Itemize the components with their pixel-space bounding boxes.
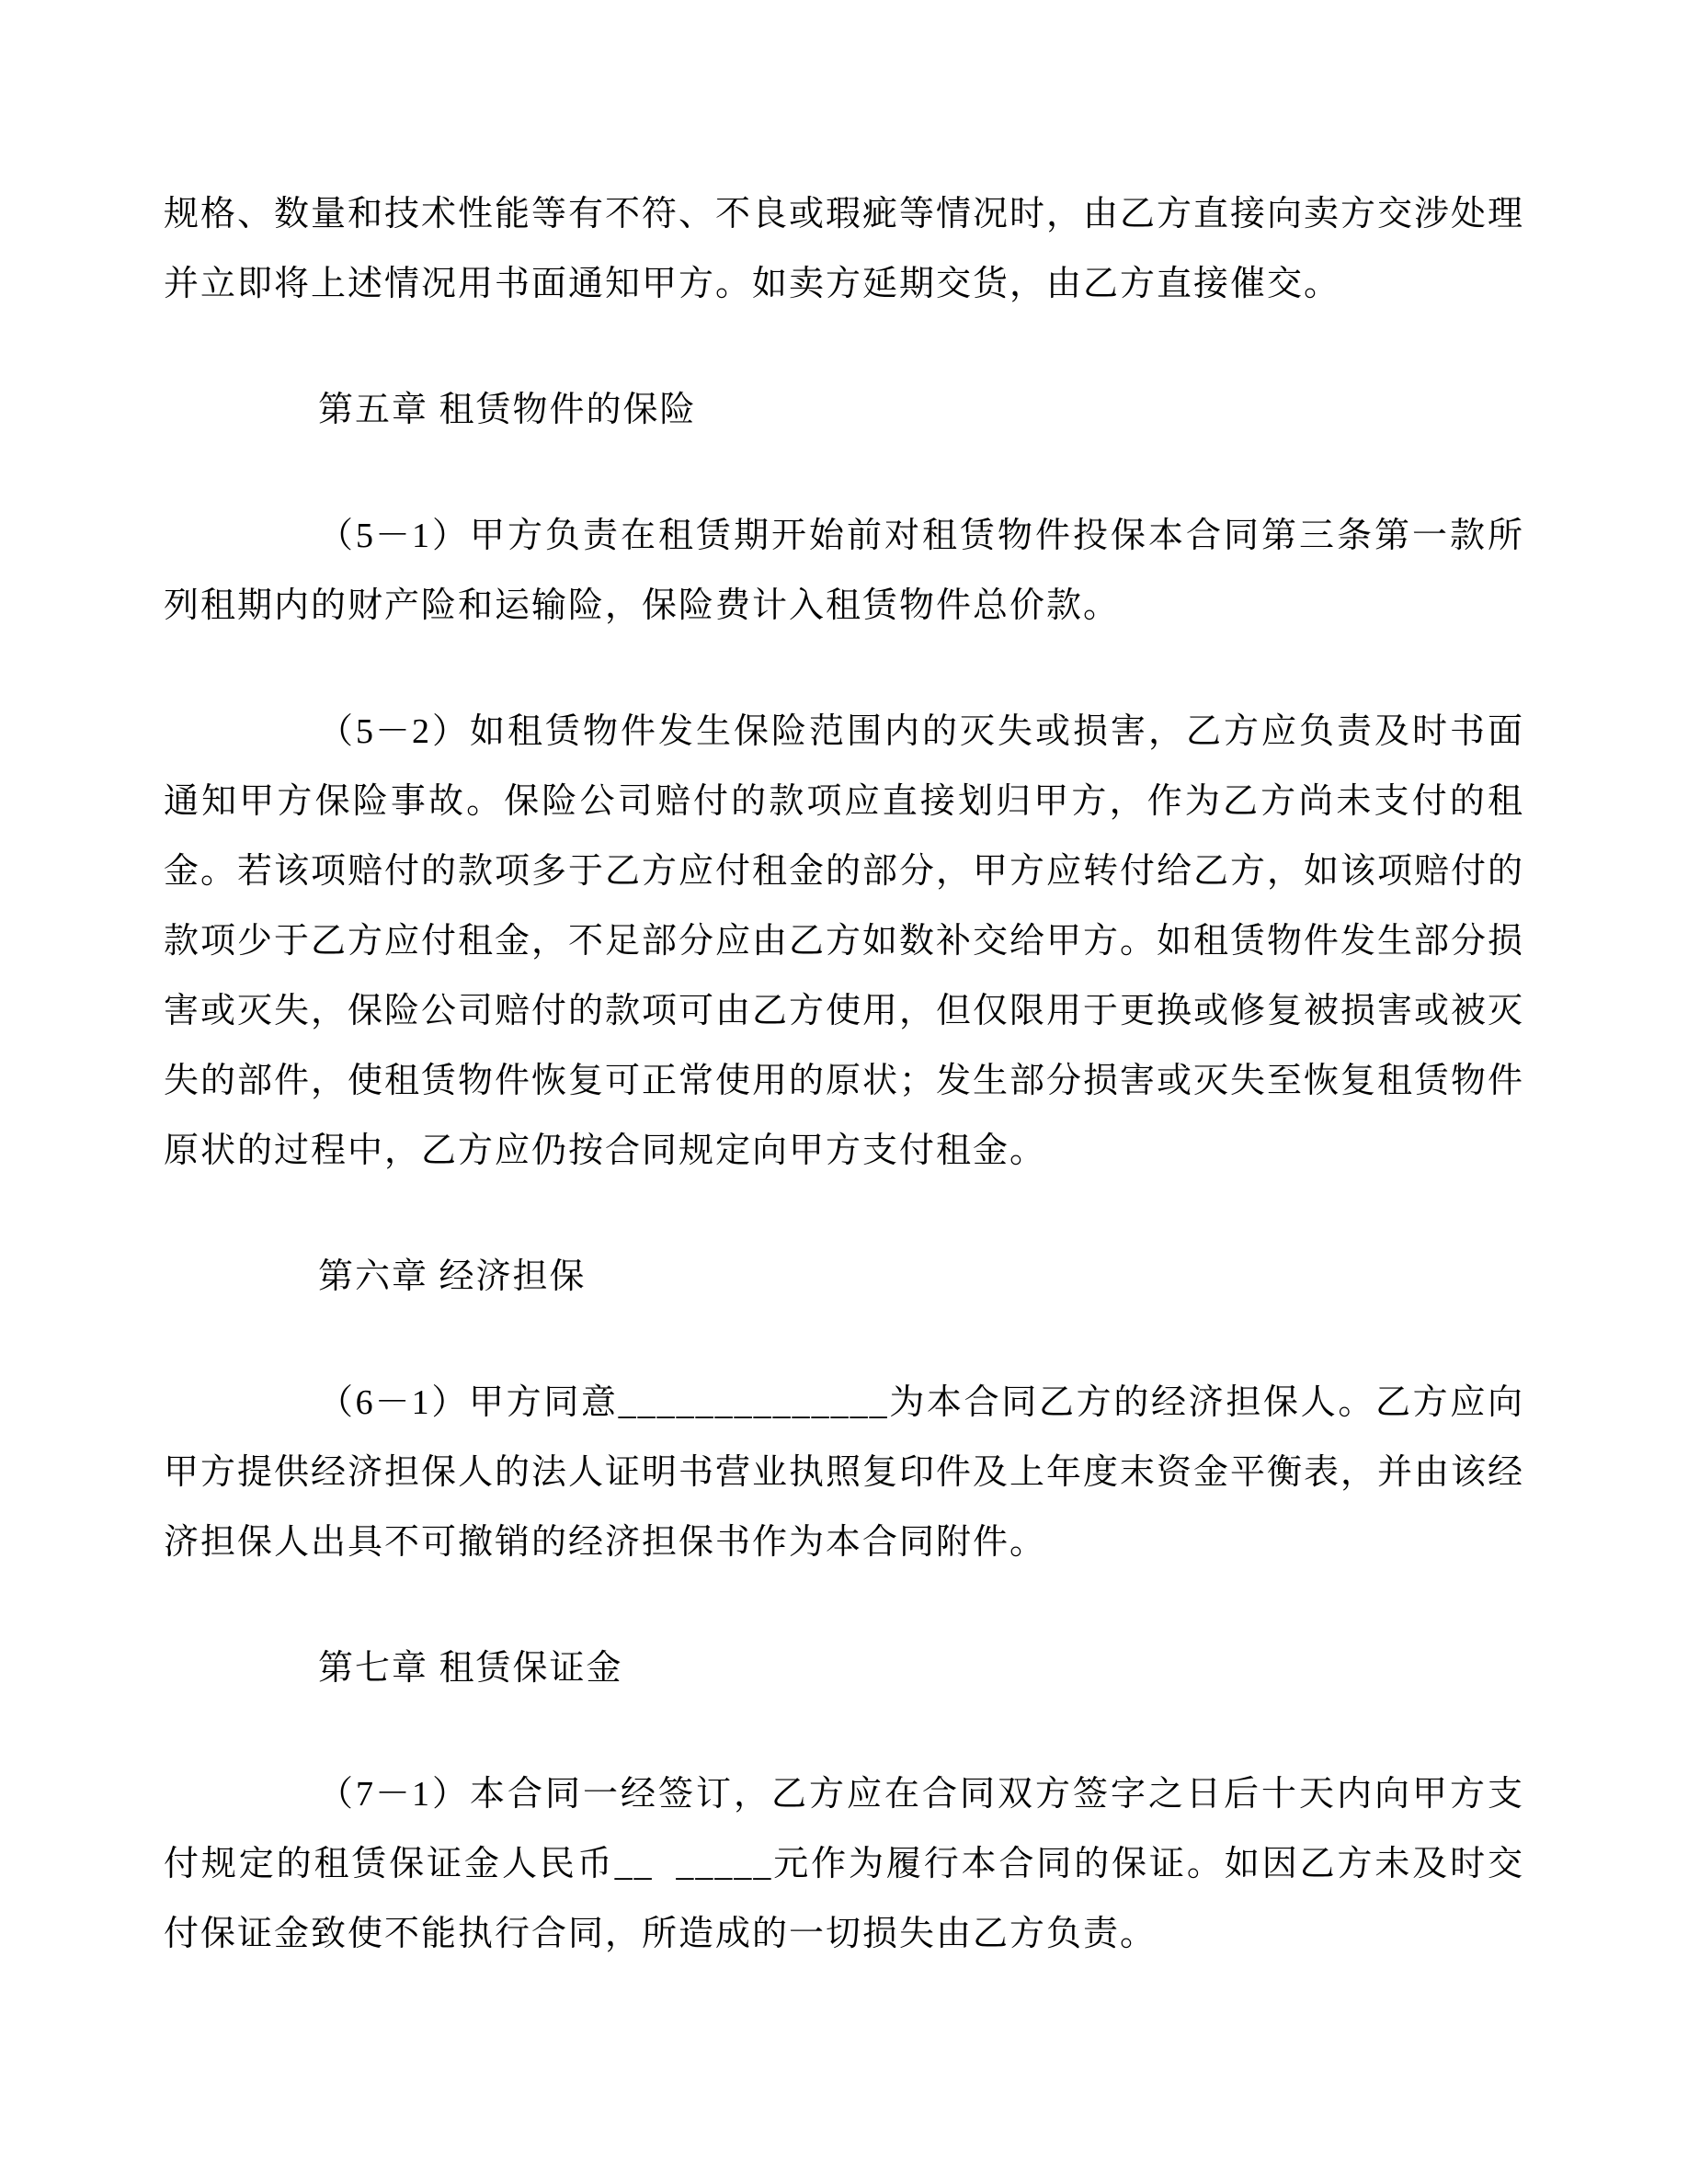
clause-5-2: （5－2）如租赁物件发生保险范围内的灭失或损害，乙方应负责及时书面通知甲方保险事故。保险公司赔付的款项应直接划归甲方，作为乙方尚未支付的租金。若该项赔付的款项多于乙方应付租金的部分，甲方应转付给乙方，如该项赔付的款项少于乙方应付租金，不足部分应由乙方如数补交给甲方。如租赁物件发生部分损害或灭失，保险公司赔付的款项可由乙方使用，但仅限用于更换或修复被损害或被灭失的部件，使租赁物件恢复可正常使用的原状；发生部分损害或灭失至恢复租赁物件原状的过程中，乙方应仍按合同规定向甲方支付租金。 <box>164 712 1525 1170</box>
chapter-heading-6: 第六章 经济担保 <box>318 1257 587 1296</box>
clause-5-1: （5－1）甲方负责在租赁期开始前对租赁物件投保本合同第三条第一款所列租期内的财产险和运输险，保险费计入租赁物件总价款。 <box>164 517 1524 625</box>
clause-7-1: （7－1）本合同一经签订，乙方应在合同双方签字之日后十天内向甲方支付规定的租赁保证金人民币__ _____元作为履行本合同的保证。如因乙方未及时交付保证金致使不能执行合同，所造成的一切损失由乙方负责。 <box>164 1775 1524 1953</box>
chapter-heading-7: 第七章 租赁保证金 <box>318 1649 623 1688</box>
chapter-heading-5: 第五章 租赁物件的保险 <box>318 391 697 429</box>
paragraph-continuation: 规格、数量和技术性能等有不符、不良或瑕疵等情况时，由乙方直接向卖方交涉处理并立即将上述情况用书面通知甲方。如卖方延期交货，由乙方直接催交。 <box>164 195 1525 303</box>
clause-6-1: （6－1）甲方同意______________为本合同乙方的经济担保人。乙方应向甲方提供经济担保人的法人证明书营业执照复印件及上年度末资金平衡表，并由该经济担保人出具不可撤销的经济担保书作为本合同附件。 <box>164 1383 1525 1562</box>
